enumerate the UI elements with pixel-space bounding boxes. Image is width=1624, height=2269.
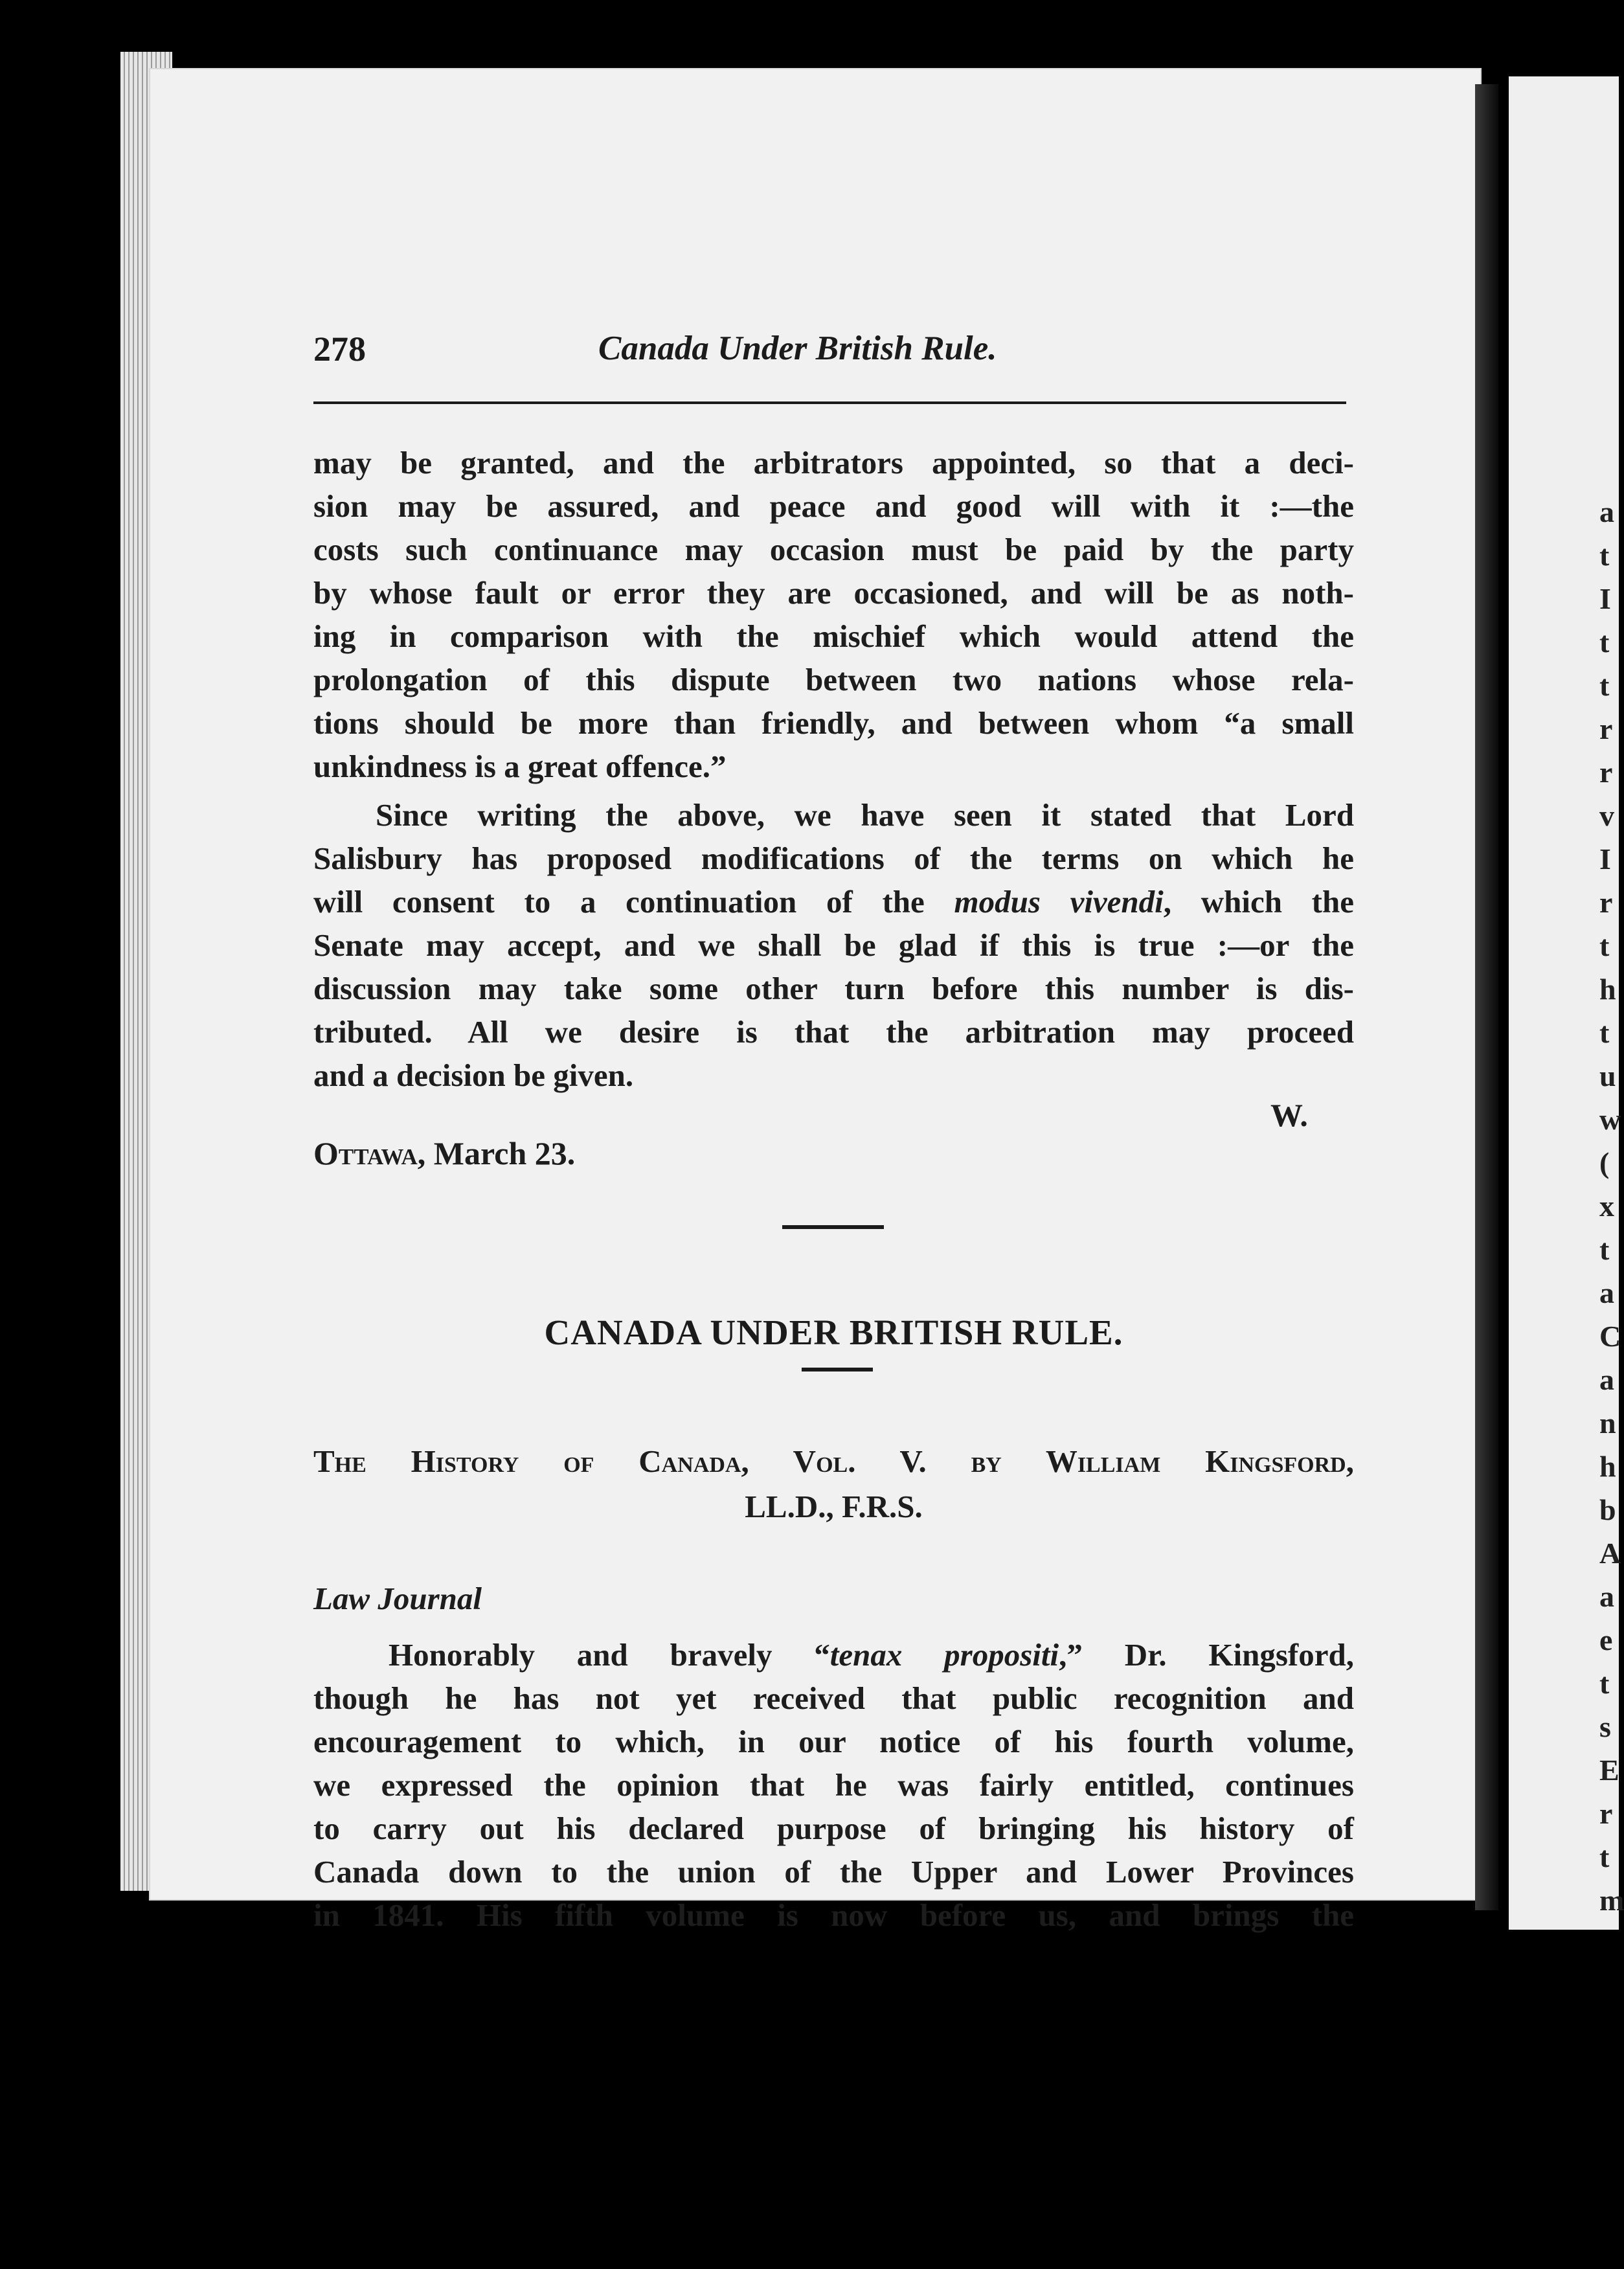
text-line: Since writing the above, we have seen it stated that Lord <box>376 797 1354 833</box>
next-page-letter: r <box>1599 1797 1613 1830</box>
book-heading-credentials: LL.D., F.R.S. <box>745 1489 923 1524</box>
next-page-letter: A <box>1599 1537 1621 1570</box>
text-line: unkindness is a great offence.” <box>313 749 727 784</box>
text-line: and a decision be given. <box>313 1057 634 1093</box>
next-page-letter: a <box>1599 1580 1614 1613</box>
next-page-letter: h <box>1599 1450 1616 1483</box>
dateline-place: Ottawa <box>313 1135 418 1171</box>
separator-dash <box>782 1225 884 1229</box>
next-page-letter: s <box>1599 1710 1611 1743</box>
text-line: in 1841. His fifth volume is now before us, and brings the <box>313 1897 1354 1933</box>
next-page-letter: t <box>1599 929 1610 962</box>
next-page-letter: t <box>1599 1016 1610 1049</box>
text-line: to carry out his declared purpose of bringing his history of <box>313 1811 1354 1846</box>
text-line: tributed. All we desire is that the arbitration may proceed <box>313 1014 1354 1050</box>
next-page-letter: a <box>1599 495 1614 528</box>
text-line: discussion may take some other turn before this number is dis- <box>313 971 1354 1006</box>
next-page-letter: r <box>1599 886 1613 919</box>
spine-shadow <box>1475 84 1498 1910</box>
signature: W. <box>1270 1097 1308 1133</box>
next-page-letter: x <box>1599 1190 1614 1223</box>
next-page-letter: u <box>1599 1059 1616 1092</box>
text-line: may be granted, and the arbitrators appointed, so that a deci- <box>313 445 1354 480</box>
text-line: though he has not yet received that public recognition and <box>313 1680 1354 1716</box>
text-line: prolongation of this dispute between two nations whose rela- <box>313 662 1354 697</box>
next-page-letter: h <box>1599 973 1616 1006</box>
next-page-letter: r <box>1599 712 1613 745</box>
next-page-letter: t <box>1599 1233 1610 1266</box>
page-header <box>313 324 1349 376</box>
next-page-letter: w <box>1599 1103 1621 1136</box>
next-page-letter: t <box>1599 1667 1610 1700</box>
text-line: ing in comparison with the mischief which would attend the <box>313 618 1354 654</box>
next-page-letter: E <box>1599 1754 1619 1787</box>
page-number: 278 <box>313 330 366 368</box>
next-page-letter: I <box>1599 842 1611 875</box>
next-page-letter: t <box>1599 626 1610 659</box>
book-heading-line: The History of Canada, Vol. V. by William Kingsford, <box>313 1443 1354 1479</box>
next-page-letter: a <box>1599 1276 1614 1309</box>
text-line: we expressed the opinion that he was fairly entitled, continues <box>313 1767 1354 1803</box>
next-page-letter: r <box>1599 756 1613 789</box>
text-line: Senate may accept, and we shall be glad if this is true :—or the <box>313 927 1354 963</box>
next-page-letter: m <box>1599 1884 1624 1917</box>
text-line: sion may be assured, and peace and good will with it :—the <box>313 488 1354 524</box>
text-line: tions should be more than friendly, and between whom “a small <box>313 705 1354 741</box>
next-page-letter: e <box>1599 1623 1613 1656</box>
text-line: by whose fault or error they are occasioned, and will be as noth- <box>313 575 1354 611</box>
text-line: costs such continuance may occasion must be paid by the party <box>313 532 1354 567</box>
header-rule <box>313 401 1346 404</box>
text-line: Salisbury has proposed modifications of the terms on which he <box>313 841 1354 876</box>
text-line: encouragement to which, in our notice of his fourth volume, <box>313 1724 1354 1759</box>
section-title: CANADA UNDER BRITISH RULE. <box>544 1313 1123 1352</box>
separator-dash <box>802 1368 873 1372</box>
next-page-letter: I <box>1599 582 1611 615</box>
next-page-letter: b <box>1599 1493 1616 1526</box>
next-page-letter: t <box>1599 539 1610 572</box>
running-title: Canada Under British Rule. <box>598 330 997 367</box>
text-line: Canada down to the union of the Upper and Lower Provinces <box>313 1854 1354 1890</box>
next-page-letter: t <box>1599 1840 1610 1873</box>
text-line: will consent to a continuation of the modus vivendi, which the <box>313 884 1354 920</box>
next-page-letter: ( <box>1599 1146 1610 1179</box>
next-page-letter: C <box>1599 1320 1621 1353</box>
next-page-letter: t <box>1599 669 1610 702</box>
next-page-letter: v <box>1599 799 1614 832</box>
source-journal: Law Journal <box>313 1581 482 1616</box>
next-page-letter: n <box>1599 1406 1616 1439</box>
next-page-fragment <box>1509 76 1624 1930</box>
text-line: Honorably and bravely “tenax propositi,” Dr. Kingsford, <box>389 1637 1354 1673</box>
next-page-letter: a <box>1599 1363 1614 1396</box>
dateline: Ottawa, March 23. <box>313 1135 576 1171</box>
